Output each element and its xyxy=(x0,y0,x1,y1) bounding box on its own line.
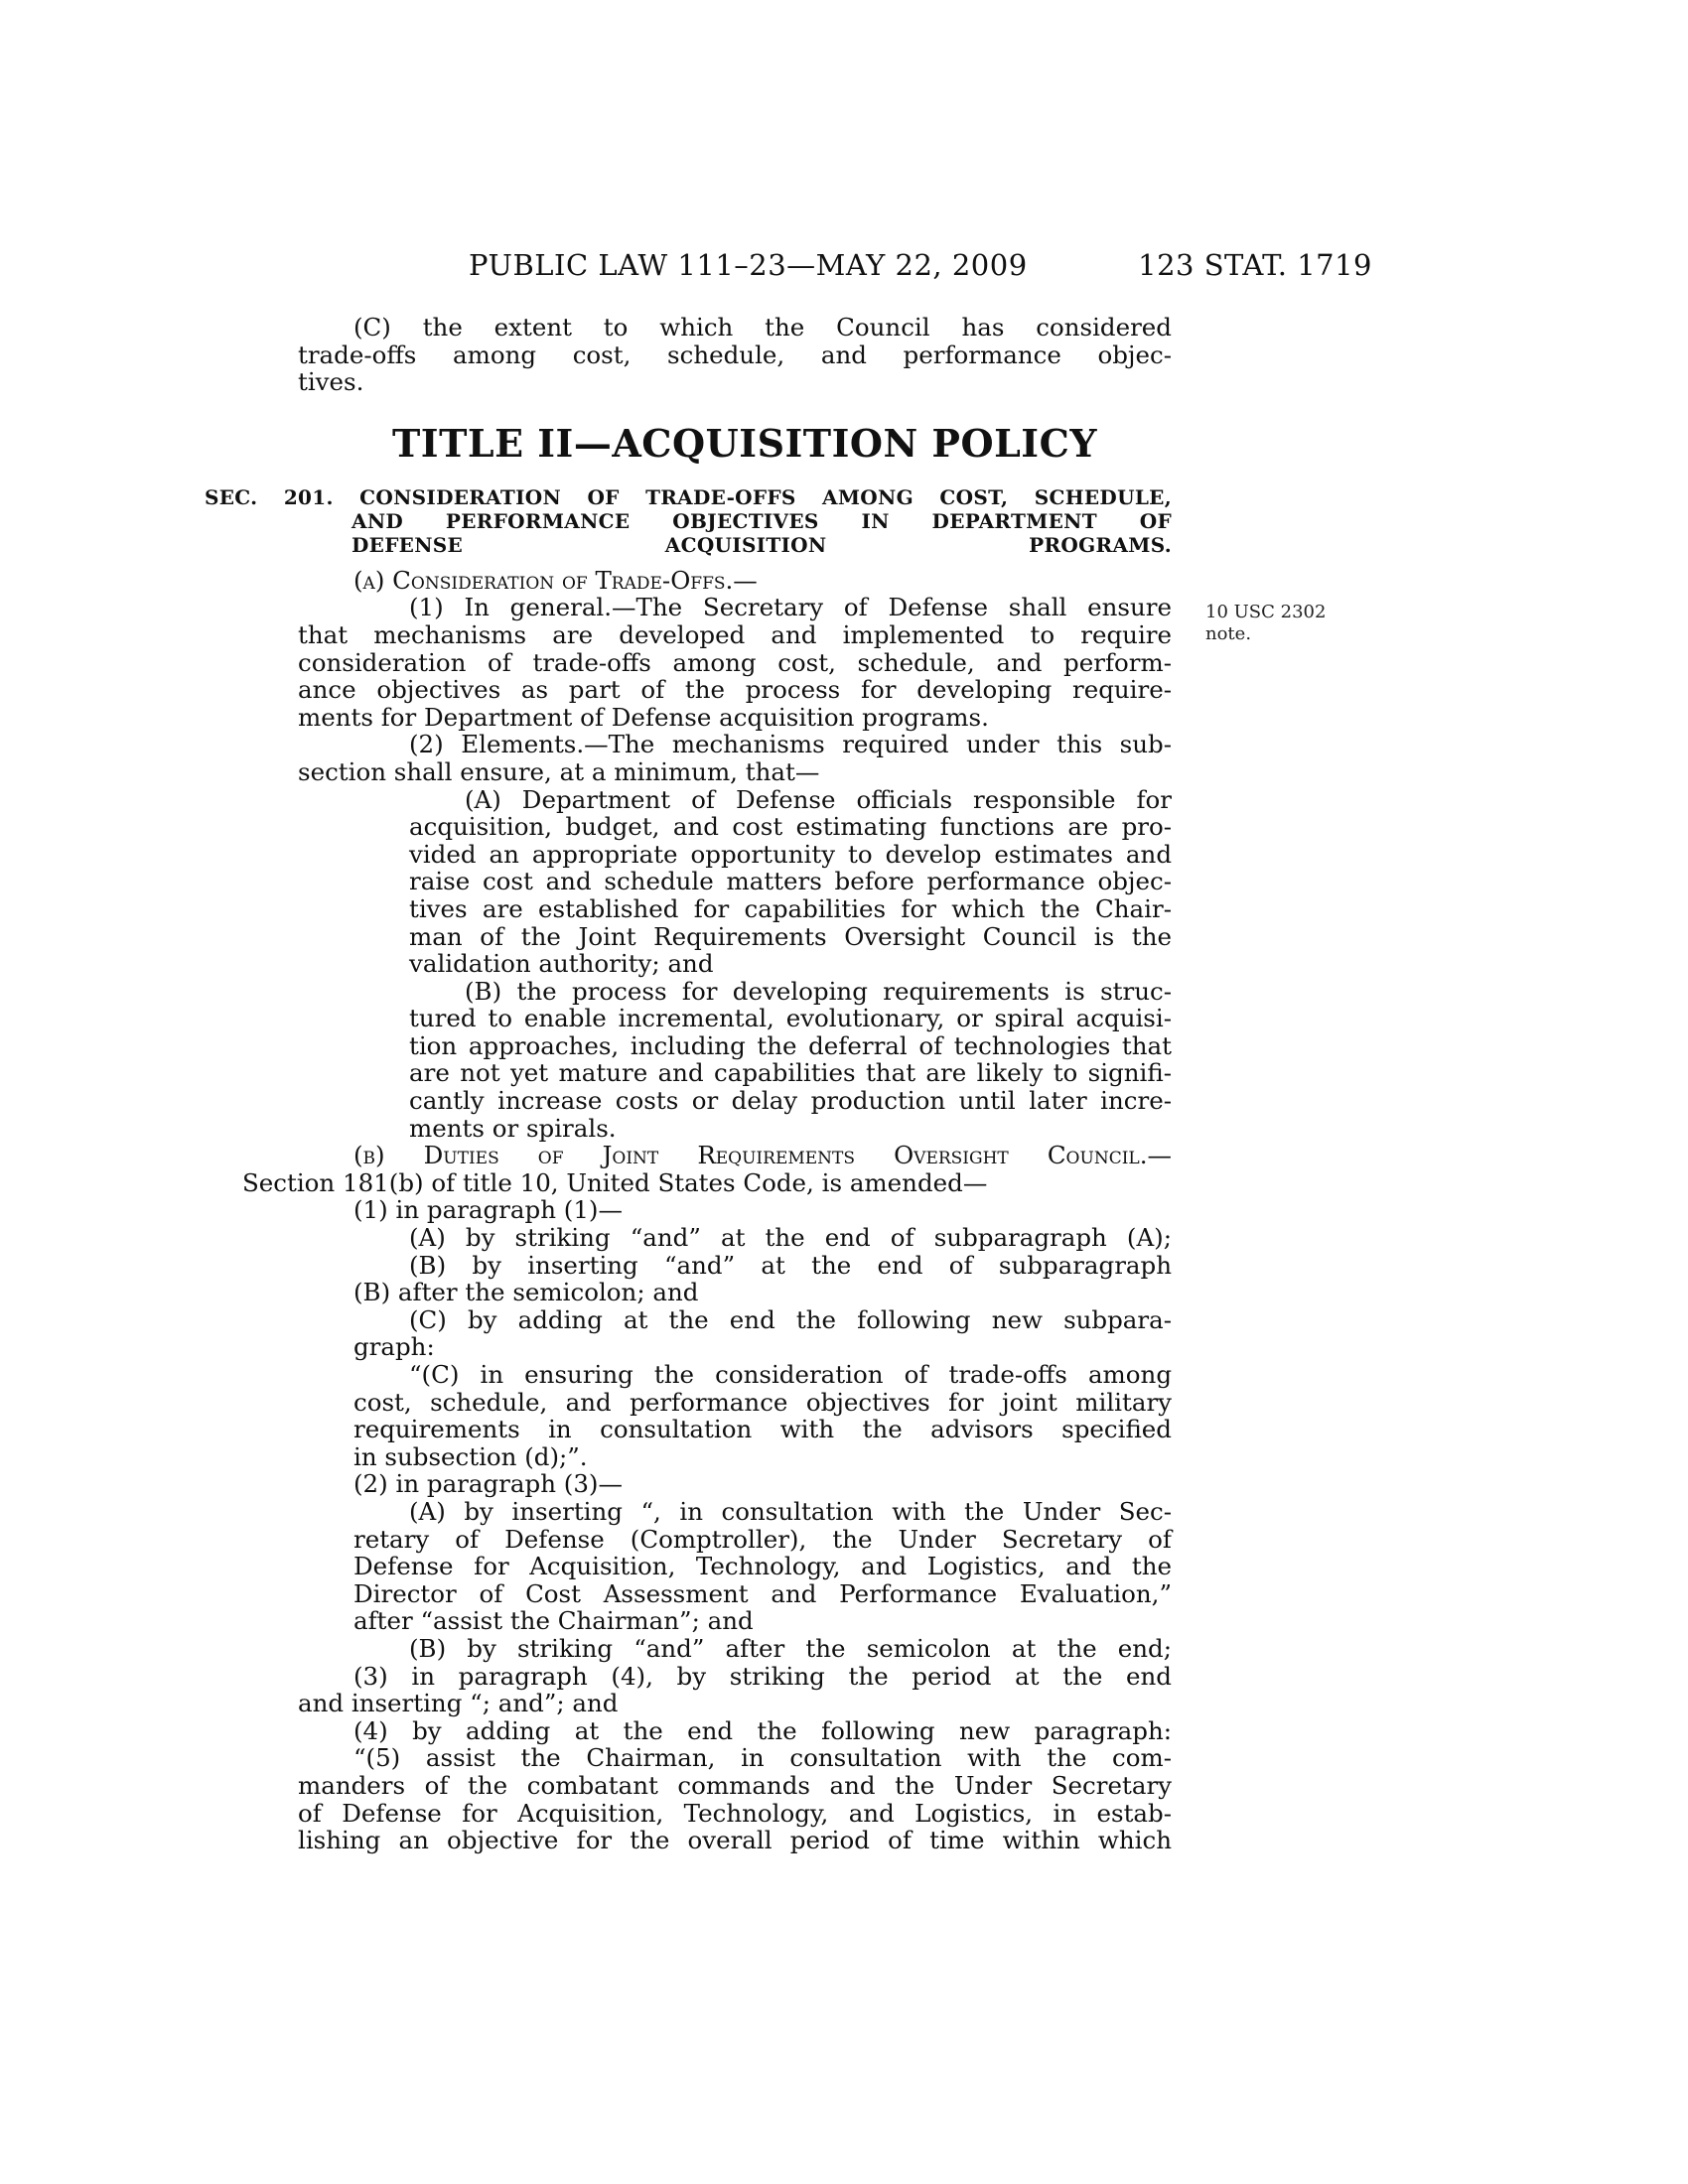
text-line: ance objectives as part of the process for developing require- xyxy=(298,675,1172,705)
text-line: validation authority; and xyxy=(409,949,714,979)
text-line: lishing an objective for the overall period of time within which xyxy=(298,1826,1172,1855)
text-line: (A) Department of Defense officials responsible for xyxy=(465,784,1172,814)
text-line: Director of Cost Assessment and Performance Evaluation,” xyxy=(353,1578,1172,1608)
text-line: (A) by inserting “, in consultation with the Under Sec- xyxy=(409,1496,1172,1526)
subsection-heading: (a) Consideration of Trade-Offs.— xyxy=(353,565,758,595)
section-heading-line: DEFENSE ACQUISITION PROGRAMS. xyxy=(352,532,1172,557)
text-line: (C) the extent to which the Council has considered xyxy=(353,313,1172,341)
text-line: (B) by inserting “and” at the end of subparagraph xyxy=(409,1250,1172,1280)
text-line: (1) in paragraph (1)— xyxy=(353,1195,623,1225)
text-line: manders of the combatant commands and the Under Secretary xyxy=(298,1770,1172,1800)
text-line: tives. xyxy=(298,367,364,397)
text-line: (B) by striking “and” after the semicolon at the end; xyxy=(409,1633,1172,1663)
text-line: “(C) in ensuring the consideration of trade-offs among xyxy=(409,1360,1172,1389)
text-line: retary of Defense (Comptroller), the Under Secretary of xyxy=(353,1524,1172,1554)
text-line: (2) in paragraph (3)— xyxy=(353,1469,623,1499)
text-line: (A) by striking “and” at the end of subparagraph (A); xyxy=(409,1223,1172,1253)
text-line: are not yet mature and capabilities that are likely to signifi- xyxy=(409,1058,1172,1088)
text-line: ments for Department of Defense acquisition programs. xyxy=(298,702,989,732)
text-line: vided an appropriate opportunity to develop estimates and xyxy=(409,839,1172,869)
text-line: (B) the process for developing requirements is struc- xyxy=(465,976,1172,1006)
page-header xyxy=(469,248,1372,288)
text-line: Defense for Acquisition, Technology, and Logistics, and the xyxy=(353,1552,1172,1581)
margin-note-suffix: note. xyxy=(1205,623,1252,644)
text-line: cantly increase costs or delay production until later incre- xyxy=(409,1086,1172,1116)
text-line: requirements in consultation with the advisors specified xyxy=(353,1415,1172,1444)
subsection-heading: (b) Duties of Joint Requirements Oversight Council.— xyxy=(353,1141,1172,1170)
margin-note xyxy=(1205,602,1326,645)
text-line: trade-offs among cost, schedule, and performance objec- xyxy=(298,340,1172,369)
text-line: of Defense for Acquisition, Technology, and Logistics, in estab- xyxy=(298,1798,1172,1828)
text-line: tives are established for capabilities for which the Chair- xyxy=(409,893,1172,923)
text-line: (C) by adding at the end the following new subpara- xyxy=(409,1304,1172,1334)
text-line: (2) Elements.—The mechanisms required under this sub- xyxy=(409,730,1172,759)
margin-note-citation: 10 USC 2302 xyxy=(1205,602,1327,622)
text-line: (B) after the semicolon; and xyxy=(353,1278,699,1307)
text-line: cost, schedule, and performance objectives for joint military xyxy=(353,1387,1172,1417)
text-line: tured to enable incremental, evolutionary, or spiral acquisi- xyxy=(409,1004,1172,1033)
text-line: Section 181(b) of title 10, United States Code, is amended— xyxy=(242,1167,988,1197)
text-line: (3) in paragraph (4), by striking the period at the end xyxy=(353,1661,1172,1691)
section-heading-line: AND PERFORMANCE OBJECTIVES IN DEPARTMENT OF xyxy=(352,508,1172,533)
text-line: section shall ensure, at a minimum, that— xyxy=(298,756,820,786)
text-line: in subsection (d);”. xyxy=(353,1441,588,1471)
text-line: (4) by adding at the end the following new paragraph: xyxy=(353,1715,1172,1745)
text-line: after “assist the Chairman”; and xyxy=(353,1606,754,1636)
text-line: and inserting “; and”; and xyxy=(298,1689,619,1718)
text-line: tion approaches, including the deferral of technologies that xyxy=(409,1030,1172,1060)
text-line: graph: xyxy=(353,1332,435,1362)
text-line: man of the Joint Requirements Oversight Council is the xyxy=(409,921,1172,951)
text-line: acquisition, budget, and cost estimating functions are pro- xyxy=(409,812,1172,842)
section-heading-line: SEC. 201. CONSIDERATION OF TRADE-OFFS AMONG COST, SCHEDULE, xyxy=(205,484,1172,509)
running-head-stat: 123 STAT. 1719 xyxy=(1138,248,1372,282)
text-line: consideration of trade-offs among cost, schedule, and perform- xyxy=(298,647,1172,677)
text-line: (1) In general.—The Secretary of Defense shall ensure xyxy=(409,593,1172,622)
body-text xyxy=(205,313,1172,1855)
running-head-law: PUBLIC LAW 111–23—MAY 22, 2009 xyxy=(469,248,1028,282)
title-heading: TITLE II—ACQUISITION POLICY xyxy=(392,420,1097,466)
text-line: raise cost and schedule matters before performance objec- xyxy=(409,867,1172,896)
text-line: “(5) assist the Chairman, in consultation with the com- xyxy=(353,1743,1172,1773)
text-line: that mechanisms are developed and implemented to require xyxy=(298,619,1172,649)
section-heading xyxy=(205,484,1172,557)
text-line: ments or spirals. xyxy=(409,1113,617,1143)
